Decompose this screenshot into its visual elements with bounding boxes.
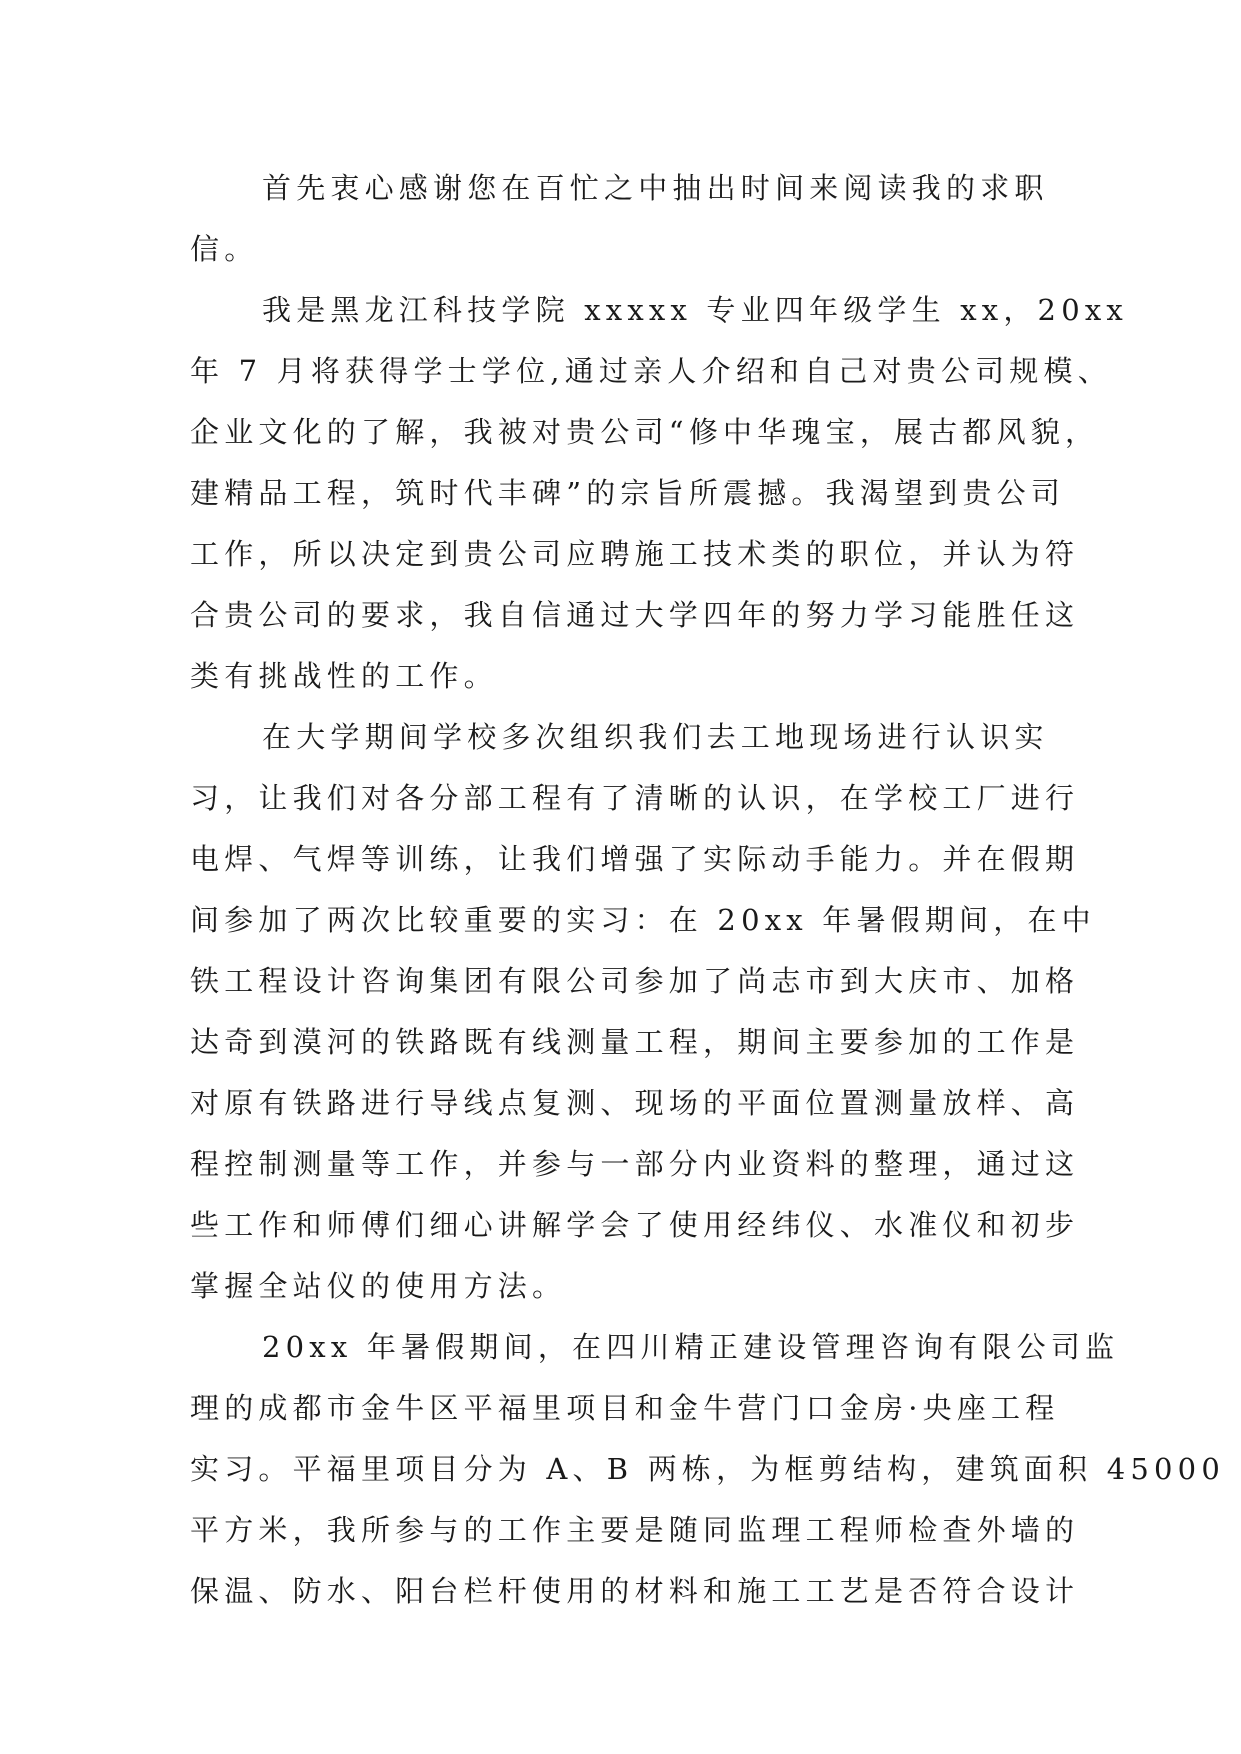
paragraph-line: 程控制测量等工作，并参与一部分内业资料的整理，通过这	[190, 1147, 1080, 1181]
paragraph-line: 信。	[190, 232, 259, 266]
paragraph-line: 20xx 年暑假期间，在四川精正建设管理咨询有限公司监	[262, 1330, 1120, 1364]
paragraph-line: 年 7 月将获得学士学位,通过亲人介绍和自己对贵公司规模、	[190, 354, 1112, 388]
paragraph-line: 合贵公司的要求，我自信通过大学四年的努力学习能胜任这	[190, 598, 1080, 632]
paragraph-line: 掌握全站仪的使用方法。	[190, 1269, 567, 1303]
paragraph-line: 实习。平福里项目分为 A、B 两栋，为框剪结构，建筑面积 45000	[190, 1452, 1225, 1486]
paragraph-line: 对原有铁路进行导线点复测、现场的平面位置测量放样、高	[190, 1086, 1080, 1120]
paragraph-line: 我是黑龙江科技学院 xxxxx 专业四年级学生 xx，20xx	[262, 293, 1128, 327]
paragraph-line: 间参加了两次比较重要的实习：在 20xx 年暑假期间，在中	[190, 903, 1096, 937]
paragraph-line: 在大学期间学校多次组织我们去工地现场进行认识实	[262, 720, 1049, 754]
paragraph-line: 平方米，我所参与的工作主要是随同监理工程师检查外墙的	[190, 1513, 1080, 1547]
paragraph-line: 铁工程设计咨询集团有限公司参加了尚志市到大庆市、加格	[190, 964, 1080, 998]
paragraph-line: 达奇到漠河的铁路既有线测量工程，期间主要参加的工作是	[190, 1025, 1080, 1059]
paragraph-line: 类有挑战性的工作。	[190, 659, 498, 693]
paragraph-line: 习，让我们对各分部工程有了清晰的认识，在学校工厂进行	[190, 781, 1080, 815]
paragraph-line: 建精品工程，筑时代丰碑”的宗旨所震撼。我渴望到贵公司	[190, 476, 1066, 510]
paragraph-line: 首先衷心感谢您在百忙之中抽出时间来阅读我的求职	[262, 171, 1049, 205]
paragraph-line: 企业文化的了解，我被对贵公司“修中华瑰宝，展古都风貌，	[190, 415, 1100, 449]
paragraph-line: 些工作和师傅们细心讲解学会了使用经纬仪、水准仪和初步	[190, 1208, 1080, 1242]
letter-body	[190, 158, 1225, 1622]
paragraph-line: 理的成都市金牛区平福里项目和金牛营门口金房·央座工程	[190, 1391, 1060, 1425]
paragraph-line: 保温、防水、阳台栏杆使用的材料和施工工艺是否符合设计	[190, 1574, 1080, 1608]
paragraph-line: 工作，所以决定到贵公司应聘施工技术类的职位，并认为符	[190, 537, 1080, 571]
paragraph-line: 电焊、气焊等训练，让我们增强了实际动手能力。并在假期	[190, 842, 1080, 876]
